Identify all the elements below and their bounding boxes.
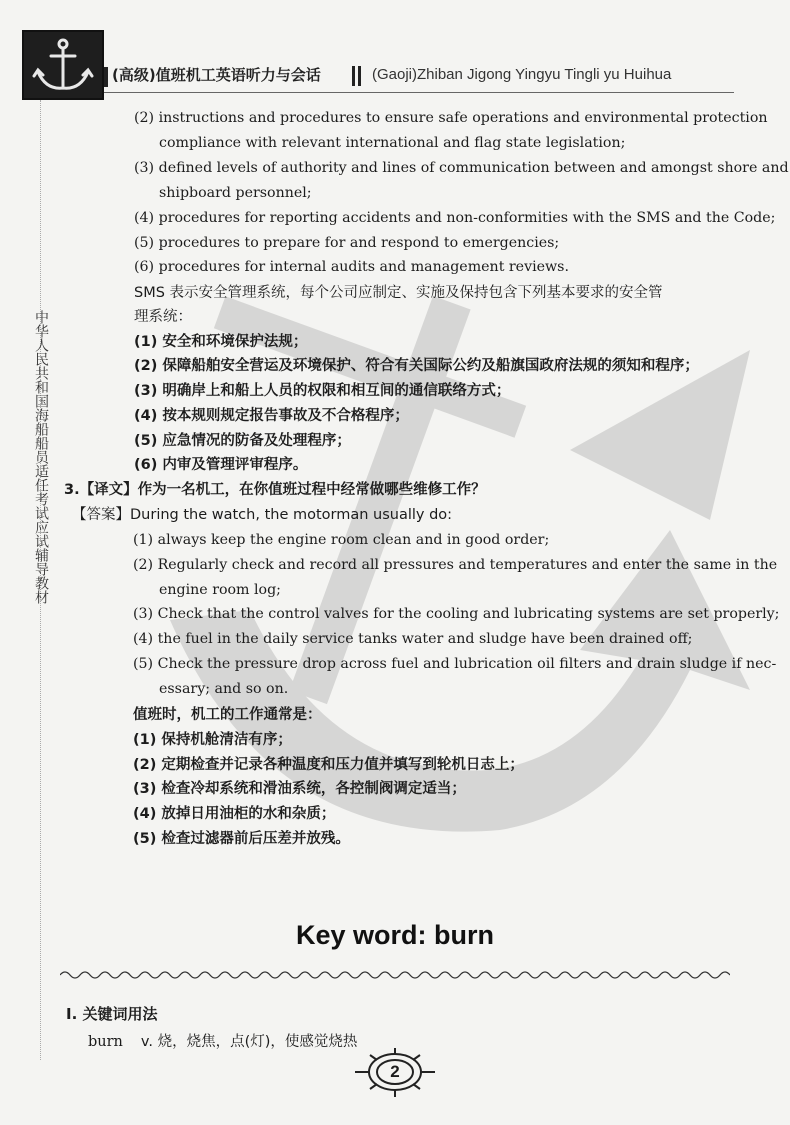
wave-divider-icon [60, 969, 730, 981]
keyword-heading: Key word: burn [295, 920, 494, 950]
header-separator [352, 66, 355, 86]
header-rule [104, 92, 734, 93]
side-series-title: 中华人民共和国海船船员适任考试应试辅导教材 [33, 310, 49, 604]
text-line: (5) procedures to prepare for and respond to emergencies; [134, 235, 560, 251]
text-line: SMS 表示安全管理系统，每个公司应制定、实施及保持包含下列基本要求的安全管 [134, 285, 663, 301]
keyword-definition: v. 烧，烧焦，点(灯)，使感觉烧热 [140, 1034, 358, 1050]
text-line: (4) procedures for reporting accidents and non-conformities with the SMS and the Code; [134, 210, 776, 226]
text-line: (2) 保障船舶安全营运及环境保护、符合有关国际公约及船旗国政府法规的须知和程序； [134, 358, 699, 374]
keyword-term: burn [88, 1034, 123, 1050]
text-line: (1) always keep the engine room clean and in good order; [133, 532, 550, 548]
text-line: (6) 内审及管理评审程序。 [134, 457, 308, 473]
text-line: (5) 应急情况的防备及处理程序； [134, 433, 351, 449]
page-number: 2 [390, 1062, 400, 1081]
text-line: (3) 检查冷却系统和滑油系统，各控制阀调定适当； [133, 781, 466, 797]
book-title: (高级)值班机工英语听力与会话 [112, 66, 321, 84]
text-line: 理系统： [134, 309, 192, 325]
text-line: engine room log; [159, 582, 281, 598]
book-title-pinyin: (Gaoji)Zhiban Jigong Yingyu Tingli yu Huihua [372, 66, 672, 83]
text-line: (6) procedures for internal audits and management reviews. [134, 259, 569, 275]
anchor-logo-icon [22, 30, 104, 100]
text-line: (3) defined levels of authority and lines of communication between and amongst shore and [134, 160, 789, 176]
text-line: essary; and so on. [159, 681, 289, 697]
text-line: shipboard personnel; [159, 185, 312, 201]
text-line: (2) Regularly check and record all pressures and temperatures and enter the same in the [133, 557, 778, 573]
text-line: (2) instructions and procedures to ensure safe operations and environmental protection [134, 110, 768, 126]
text-line: (1) 保持机舱清洁有序； [133, 732, 292, 748]
text-line: (3) 明确岸上和船上人员的权限和相互间的通信联络方式； [134, 383, 511, 399]
text-line: 值班时，机工的工作通常是： [133, 707, 322, 723]
section-heading: I. 关键词用法 [66, 1005, 158, 1023]
text-line: compliance with relevant international and flag state legislation; [159, 135, 626, 151]
text-line: (4) 按本规则规定报告事故及不合格程序； [134, 408, 409, 424]
text-line: (2) 定期检查并记录各种温度和压力值并填写到轮机日志上； [133, 757, 524, 773]
text-line: (3) Check that the control valves for the cooling and lubricating systems are set properly; [133, 606, 780, 622]
text-line: (5) 检查过滤器前后压差并放残。 [133, 831, 350, 847]
question-line: 3.【译文】作为一名机工，在你值班过程中经常做哪些维修工作？ [64, 482, 486, 498]
header-accent-bar [104, 67, 108, 87]
answer-line: 【答案】During the watch, the motorman usually do: [72, 507, 453, 523]
header-separator-2 [358, 66, 361, 86]
text-line: (1) 安全和环境保护法规； [134, 334, 308, 350]
text-line: (5) Check the pressure drop across fuel and lubrication oil filters and drain sludge if nec- [133, 656, 777, 672]
page-number-badge [345, 1045, 445, 1105]
definition-line [88, 1030, 357, 1051]
text-line: (4) the fuel in the daily service tanks water and sludge have been drained off; [133, 631, 693, 647]
text-line: (4) 放掉日用油柜的水和杂质； [133, 806, 336, 822]
